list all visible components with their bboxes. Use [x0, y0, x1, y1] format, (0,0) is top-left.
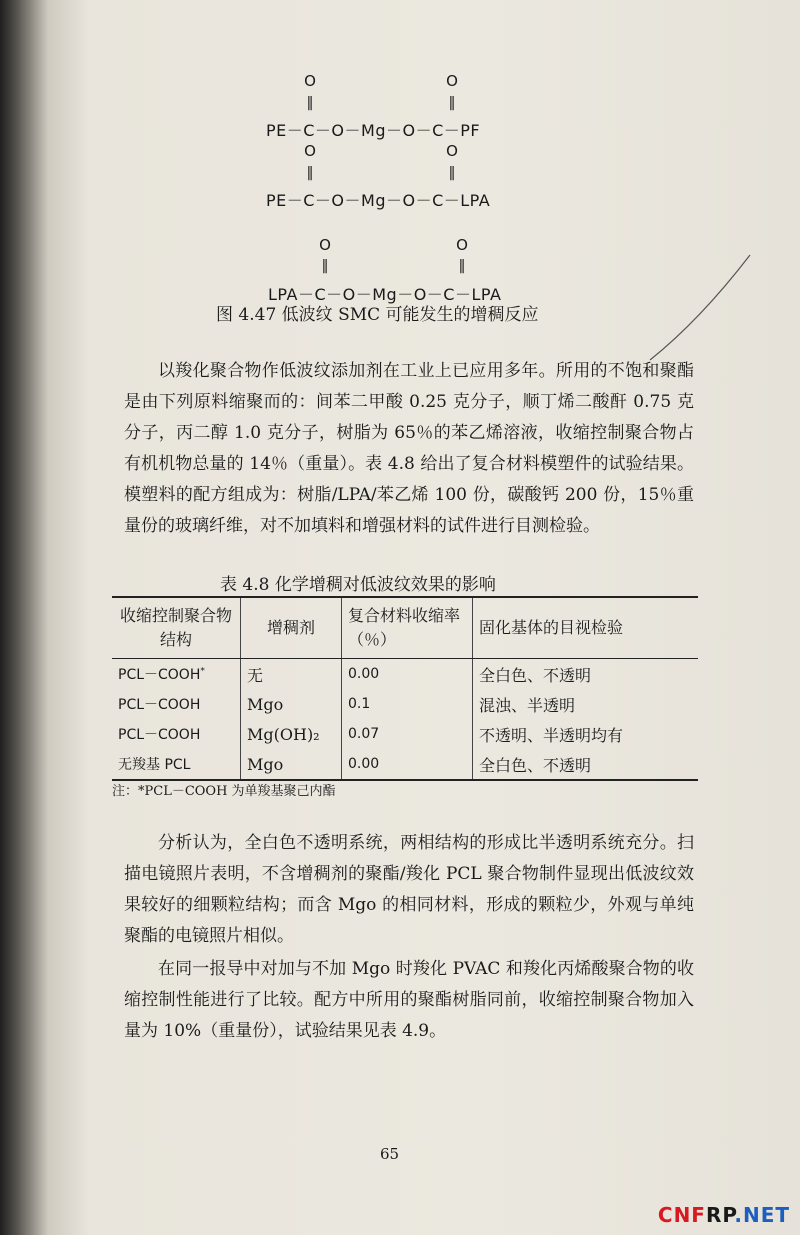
oxygen-label: O	[446, 72, 458, 90]
paragraph-2: 分析认为，全白色不透明系统，两相结构的形成比半透明系统充分。扫描电镜照片表明，不含增稠剂的聚酯/羧化 PCL 聚合物制件显现出低波纹效果较好的细颗粒结构；而含 Mgo 的相同材料，形成的颗粒少，外观与单纯聚酯的电镜照片相似。	[124, 833, 694, 946]
data-table	[112, 596, 698, 781]
table-row	[112, 689, 698, 719]
cell-shrinkage: 0.00	[342, 749, 473, 780]
site-watermark: CNFRP.NET	[657, 1203, 790, 1227]
oxygen-label: O	[304, 142, 316, 160]
header-structure: 收缩控制聚合物结构	[112, 597, 241, 659]
oxygen-label: O	[304, 72, 316, 90]
cell-thickener: Mgo	[241, 749, 342, 780]
cell-structure: 无羧基 PCL	[112, 749, 241, 780]
cell-visual: 不透明、半透明均有	[479, 725, 624, 745]
table-title: 表 4.8 化学增稠对低波纹效果的影响	[220, 575, 496, 595]
header-shrinkage: 复合材料收缩率（％）	[342, 597, 473, 659]
double-bond: ‖	[306, 165, 314, 181]
table-header-row	[112, 597, 698, 659]
paragraph-1: 以羧化聚合物作低波纹添加剂在工业上已应用多年。所用的不饱和聚酯是由下列原料缩聚而的：间苯二甲酸 0.25 克分子，顺丁烯二酸酐 0.75 克分子，丙二醇 1.0 克分子，树脂为 65％的苯乙烯溶液，收缩控制聚合物占有机机物总量的 14％（重量）。表 4.8 给出了复合材料模塑件的试验结果。模塑料的配方组成为：树脂/LPA/苯乙烯 100 份，碳酸钙 200 份，15％重量份的玻璃纤维，对不加填料和增强材料的试件进行目测检验。	[124, 361, 694, 536]
oxygen-label: O	[319, 236, 331, 254]
table-note: 注：*PCL－COOH 为单羧基聚己内酯	[112, 784, 336, 799]
cell-visual: 混浊、半透明	[479, 695, 576, 715]
table-row	[112, 749, 698, 780]
cell-visual: 全白色、不透明	[473, 749, 699, 780]
cell-shrinkage: 0.07	[342, 719, 473, 749]
cell-shrinkage: 0.00	[342, 659, 473, 690]
cell-shrinkage: 0.1	[342, 689, 473, 719]
cell-visual: 全白色、不透明	[479, 665, 592, 685]
paragraph-3: 在同一报导中对加与不加 Mgo 时羧化 PVAC 和羧化丙烯酸聚合物的收缩控制性能进行了比较。配方中所用的聚酯树脂同前，收缩控制聚合物加入量为 10%（重量份），试验结果见表 4.9。	[124, 959, 694, 1041]
cell-structure: PCL－COOH	[112, 719, 241, 749]
figure-caption: 图 4.47 低波纹 SMC 可能发生的增稠反应	[216, 305, 539, 325]
cell-thickener: Mgo	[241, 689, 342, 719]
oxygen-label: O	[446, 142, 458, 160]
reaction-formula-1: PE－C－O－Mg－O－C－PF	[266, 121, 481, 140]
header-thickener: 增稠剂	[241, 597, 342, 659]
cell-structure: PCL－COOH*	[112, 659, 241, 690]
table-row	[112, 719, 698, 749]
pen-mark	[640, 250, 760, 370]
table-row	[112, 659, 698, 690]
cell-thickener: Mg(OH)₂	[241, 719, 342, 749]
double-bond: ‖	[458, 258, 466, 274]
double-bond: ‖	[448, 165, 456, 181]
double-bond: ‖	[321, 258, 329, 274]
cell-structure: PCL－COOH	[112, 689, 241, 719]
page-number: 65	[380, 1145, 400, 1163]
reaction-formula-2: PE－C－O－Mg－O－C－LPA	[266, 191, 491, 210]
oxygen-label: O	[456, 236, 468, 254]
cell-thickener: 无	[241, 659, 342, 690]
header-visual: 固化基体的目视检验	[473, 597, 699, 659]
double-bond: ‖	[306, 95, 314, 111]
double-bond: ‖	[448, 95, 456, 111]
reaction-formula-3: LPA－C－O－Mg－O－C－LPA	[268, 285, 502, 304]
